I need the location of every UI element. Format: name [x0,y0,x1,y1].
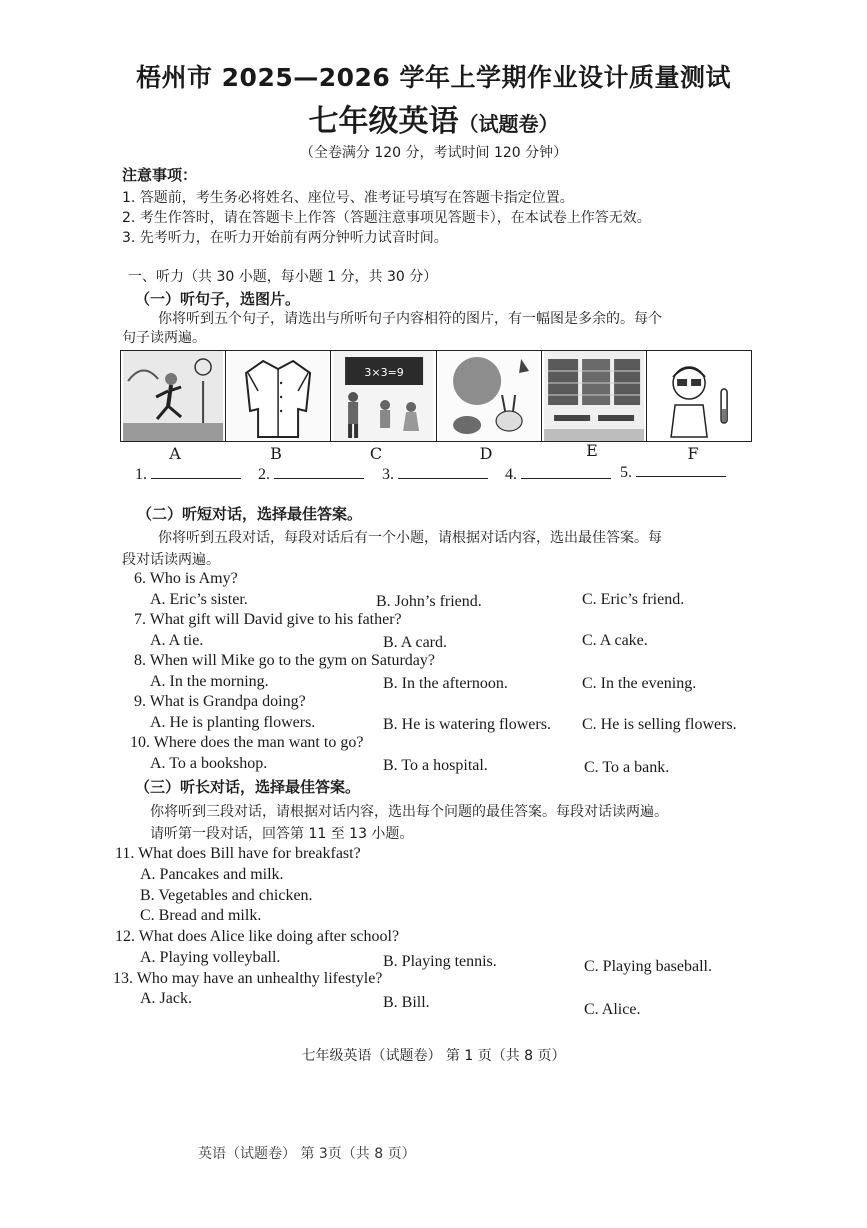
picture-a-running-boy [121,351,226,441]
picture-strip [120,350,752,442]
section1-heading: 一、听力（共 30 小题，每小题 1 分，共 30 分） [128,269,438,285]
q10-option-c: C. To a bank. [584,759,670,776]
page-footer: 七年级英语（试题卷） 第 1 页（共 8 页） [301,1048,566,1064]
question-12: 12. What does Alice like doing after school? [115,928,400,945]
q6-option-b: B. John’s friend. [376,593,482,610]
part3-heading: （三）听长对话，选择最佳答案。 [135,778,361,796]
library-icon [542,351,646,441]
answer-blank-1-label: 1. [135,466,147,483]
answer-blank-3-label: 3. [382,466,394,483]
title-main-text: 七年级英语 [308,104,459,139]
part2-instruction-line1: 你将听到五段对话，每段对话后有一个小题，请根据对话内容，选出最佳答案。每 [158,530,662,546]
answer-blank-2[interactable] [258,464,364,484]
q10-option-a: A. To a bookshop. [150,755,268,772]
q9-option-b: B. He is watering flowers. [383,716,551,733]
q13-option-b: B. Bill. [383,994,430,1011]
q7-option-b: B. A card. [383,634,447,651]
part2-instruction-line2: 段对话读两遍。 [122,552,220,568]
notice-heading: 注意事项： [122,166,198,184]
q12-option-c: C. Playing baseball. [584,958,712,975]
q12-option-a: A. Playing volleyball. [140,949,281,966]
blackboard-icon [331,351,435,441]
part1-heading: （一）听句子，选图片。 [135,290,301,308]
q13-option-c: C. Alice. [584,1001,641,1018]
running-boy-icon [121,351,225,441]
picture-letter-e: E [586,441,598,460]
question-8: 8. When will Mike go to the gym on Saturday? [134,652,435,669]
notice-item-1: 1. 答题前，考生务必将姓名、座位号、准考证号填写在答题卡指定位置。 [122,190,574,206]
picture-letter-c: C [369,444,383,463]
answer-blank-2-label: 2. [258,466,270,483]
q6-option-a: A. Eric’s sister. [150,591,248,608]
part2-heading: （二）听短对话，选择最佳答案。 [137,505,363,523]
blackboard-equation: 3×3=9 [364,366,405,379]
q12-option-b: B. Playing tennis. [383,953,497,970]
answer-blank-5[interactable] [620,462,726,482]
q13-option-a: A. Jack. [140,990,192,1007]
notice-item-2: 2. 考生作答时，请在答题卡上作答（答题注意事项见答题卡），在本试卷上作答无效。 [122,210,651,226]
answer-blank-4-label: 4. [505,466,517,483]
answer-blank-5-label: 5. [620,464,632,481]
notice-item-3: 3. 先考听力，在听力开始前有两分钟听力试音时间。 [122,230,448,246]
q11-option-a: A. Pancakes and milk. [140,866,284,883]
picture-c-classroom-math [331,351,436,441]
moon-rabbit-icon [437,351,541,441]
q9-option-a: A. He is planting flowers. [150,714,316,731]
score-note: （全卷满分 120 分，考试时间 120 分钟） [299,145,568,161]
question-7: 7. What gift will David give to his father? [134,611,402,628]
scientist-icon [647,351,751,441]
picture-e-library [542,351,647,441]
answer-blank-3[interactable] [382,464,488,484]
picture-d-moon-rabbit [437,351,542,441]
q8-option-c: C. In the evening. [582,675,697,692]
part3-instruction-line1: 你将听到三段对话，请根据对话内容，选出每个问题的最佳答案。每段对话读两遍。 [150,804,668,820]
part1-instruction-line2: 句子读两遍。 [122,330,206,346]
bleed-through-footer: 英语（试题卷） 第 3页（共 8 页） [198,1146,416,1162]
title-sub-text: （试题卷） [458,112,559,136]
picture-letter-b: B [270,444,282,463]
q7-option-c: C. A cake. [582,632,648,649]
part1-instruction-line1: 你将听到五个句子，请选出与所听句子内容相符的图片，有一幅图是多余的。每个 [158,311,662,327]
answer-blank-1[interactable] [135,464,241,484]
q6-option-c: C. Eric’s friend. [582,591,685,608]
q8-option-b: B. In the afternoon. [383,675,508,692]
q7-option-a: A. A tie. [150,632,204,649]
question-6: 6. Who is Amy? [134,570,238,587]
exam-title-line1: 梧州市 2025—2026 学年上学期作业设计质量测试 [135,63,732,92]
q10-option-b: B. To a hospital. [383,757,488,774]
answer-blank-4[interactable] [505,464,611,484]
question-9: 9. What is Grandpa doing? [134,693,306,710]
picture-b-shirt [226,351,331,441]
q11-option-c: C. Bread and milk. [140,907,262,924]
q8-option-a: A. In the morning. [150,673,269,690]
picture-f-scientist [647,351,751,441]
question-10: 10. Where does the man want to go? [130,734,364,751]
question-13: 13. Who may have an unhealthy lifestyle? [113,970,383,987]
exam-title-main [0,96,867,140]
part3-instruction-line2: 请听第一段对话，回答第 11 至 13 小题。 [150,826,414,842]
picture-letter-d: D [479,444,493,463]
q11-option-b: B. Vegetables and chicken. [140,887,313,904]
picture-letter-f: F [687,444,699,463]
q9-option-c: C. He is selling flowers. [582,716,737,733]
question-11: 11. What does Bill have for breakfast? [115,845,361,862]
picture-letter-a: A [169,444,181,463]
shirt-icon [226,351,330,441]
